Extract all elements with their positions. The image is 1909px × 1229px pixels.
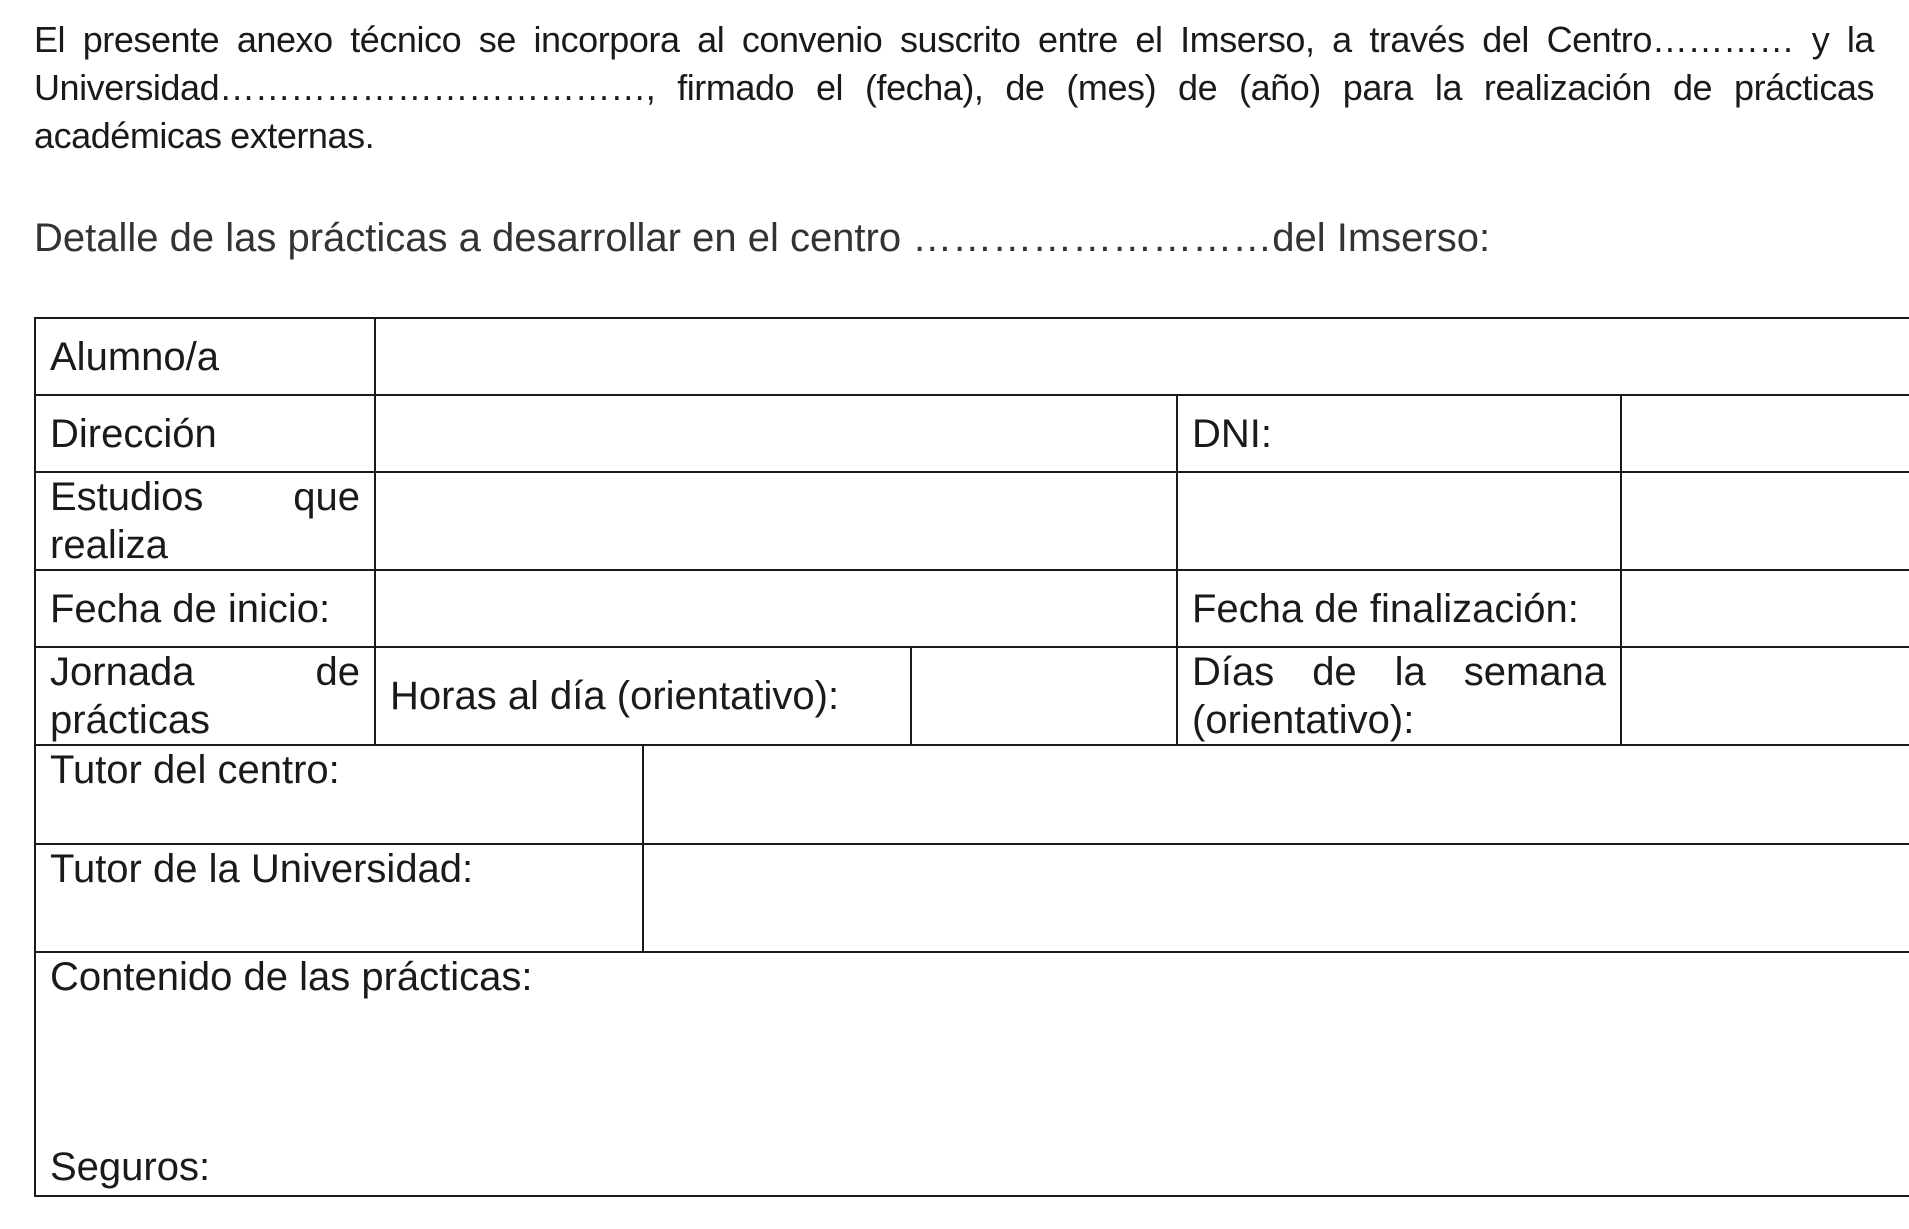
- contenido-space: [50, 1001, 1909, 1143]
- fecha-inicio-field[interactable]: [375, 570, 1177, 647]
- row-jornada: [35, 647, 1909, 745]
- row-tutor-centro: [35, 745, 1909, 844]
- estudios-extra-cell[interactable]: [1177, 472, 1621, 570]
- tutor-centro-field[interactable]: [643, 745, 1909, 844]
- row-estudios: [35, 472, 1909, 570]
- estudios-field[interactable]: [375, 472, 1177, 570]
- direccion-label: Dirección: [35, 395, 375, 472]
- direccion-field[interactable]: [375, 395, 1177, 472]
- tutor-universidad-field[interactable]: [643, 844, 1909, 952]
- dni-label: DNI:: [1177, 395, 1621, 472]
- tutor-centro-label: Tutor del centro:: [35, 745, 643, 844]
- row-tutor-universidad: [35, 844, 1909, 952]
- jornada-label: Jornada de prácticas: [35, 647, 375, 745]
- fecha-fin-field[interactable]: [1621, 570, 1909, 647]
- dni-field[interactable]: [1621, 395, 1909, 472]
- row-fechas: [35, 570, 1909, 647]
- horas-field[interactable]: [911, 647, 1177, 745]
- fecha-inicio-label: Fecha de inicio:: [35, 570, 375, 647]
- practicas-form-table: [34, 317, 1909, 1197]
- tutor-universidad-label: Tutor de la Universidad:: [35, 844, 643, 952]
- estudios-extra-field[interactable]: [1621, 472, 1909, 570]
- seguros-label: Seguros:: [50, 1145, 211, 1189]
- dias-label: Días de la semana (orientativo):: [1177, 647, 1621, 745]
- estudios-label: Estudios que realiza: [35, 472, 375, 570]
- dias-field[interactable]: [1621, 647, 1909, 745]
- row-contenido: [35, 952, 1909, 1196]
- intro-paragraph: El presente anexo técnico se incorpora al convenio suscrito entre el Imserso, a través del Centro………… y la Universidad………………………………, firmado el (fecha), de (mes) de (año) para la realización de prácticas académicas externas.: [34, 19, 1874, 156]
- contenido-cell[interactable]: [35, 952, 1909, 1196]
- alumno-field[interactable]: [375, 318, 1909, 395]
- alumno-label: Alumno/a: [35, 318, 375, 395]
- row-direccion: [35, 395, 1909, 472]
- row-alumno: [35, 318, 1909, 395]
- contenido-label: Contenido de las prácticas:: [50, 955, 533, 999]
- detail-heading: Detalle de las prácticas a desarrollar en el centro ………………………del Imserso:: [34, 216, 1491, 260]
- horas-label: Horas al día (orientativo):: [375, 647, 911, 745]
- fecha-fin-label: Fecha de finalización:: [1177, 570, 1621, 647]
